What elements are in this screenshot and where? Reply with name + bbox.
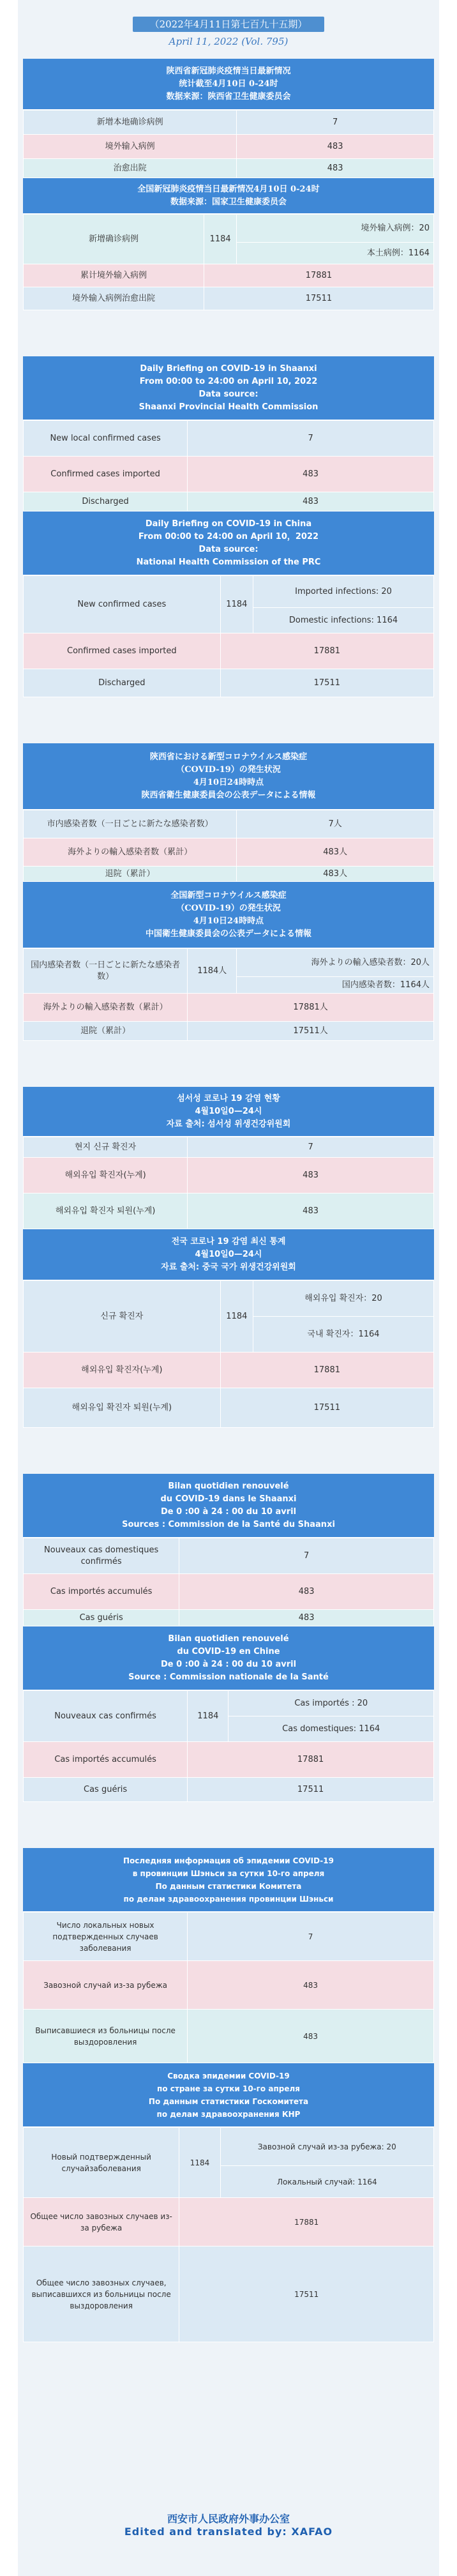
fr-china-section xyxy=(23,1626,434,1802)
section-title: Bilan quotidien renouvelé xyxy=(168,1633,289,1644)
table-row xyxy=(24,1913,434,1961)
domestic-count: 국내 확진자：1164 xyxy=(253,1317,434,1352)
issue-badge: （2022年4月11日第七百九十五期） xyxy=(133,17,324,32)
section-title-2: du COVID-19 en Chine xyxy=(177,1646,280,1656)
table-row xyxy=(24,1022,434,1041)
table-row xyxy=(24,2010,434,2063)
row-value: 483 xyxy=(188,1158,434,1193)
section-title: Daily Briefing on COVID-19 in China xyxy=(145,519,312,529)
row-total: 1184 xyxy=(220,1281,253,1352)
row-label: New local confirmed cases xyxy=(24,421,188,457)
bulletin-page xyxy=(18,0,439,2576)
row-label: 해외유입 확진자 퇴원(누계) xyxy=(24,1193,188,1229)
row-value: 7 xyxy=(179,1538,434,1574)
row-label: Число локальных новых подтвержденных случаев заболевания xyxy=(24,1913,188,1961)
row-label: Новый подтвержденный случайзаболевания xyxy=(24,2128,179,2198)
row-value: 17881 xyxy=(220,1352,433,1388)
data-source: 中国衛生健康委員会の公表データによる情報 xyxy=(145,928,311,939)
row-label: 해외유입 확진자(누계) xyxy=(24,1158,188,1193)
domestic-count: Domestic infections: 1164 xyxy=(253,608,434,633)
ru-china-header xyxy=(23,2063,434,2127)
row-value: 7 xyxy=(237,110,434,135)
row-label: 新增确诊病例 xyxy=(24,215,204,264)
en-china-table xyxy=(23,575,434,697)
table-row xyxy=(24,2198,434,2246)
row-value: 483 xyxy=(188,492,434,511)
row-label: Confirmed cases imported xyxy=(24,457,188,492)
table-row xyxy=(24,633,434,669)
data-source: 陝西省衛生健康委員会の公表データによる情報 xyxy=(141,790,316,800)
section-title-2: （COVID-19）の発生状況 xyxy=(176,764,281,775)
section-subtitle: 4月10日24時時点 xyxy=(193,777,264,787)
zh-china-table xyxy=(23,214,434,310)
fr-shaanxi-section xyxy=(23,1474,434,1626)
row-value: 17511 xyxy=(179,2246,434,2342)
ru-china-table xyxy=(23,2127,434,2342)
row-value: 17881 xyxy=(220,633,433,669)
row-value: 483 xyxy=(237,159,434,178)
data-source-label: По данным статистики Комитета xyxy=(155,1881,302,1891)
section-subtitle: 4월10일0—24시 xyxy=(195,1249,262,1259)
data-source: 数据来源：陕西省卫生健康委员会 xyxy=(166,91,291,102)
row-value: 483 xyxy=(188,457,434,492)
row-value: 17511 xyxy=(220,669,433,697)
row-total: 1184人 xyxy=(188,949,237,994)
table-row xyxy=(24,1388,434,1428)
row-value: 483人 xyxy=(237,867,434,882)
section-title: 陝西省における新型コロナウイルス感染症 xyxy=(149,752,308,762)
data-source: Sources : Commission de la Santé du Shaanxi xyxy=(122,1519,335,1529)
data-source: Shaanxi Provincial Health Commission xyxy=(139,402,318,412)
row-label: 境外输入病例治愈出院 xyxy=(24,287,204,310)
section-title: 陕西省新冠肺炎疫情当日最新情况 xyxy=(166,66,291,76)
row-label: 市内感染者数（一日ごとに新たな感染者数） xyxy=(24,810,237,838)
fr-china-header xyxy=(23,1626,434,1690)
footer xyxy=(18,2511,439,2538)
table-row xyxy=(24,1538,434,1574)
section-title-2: du COVID-19 dans le Shaanxi xyxy=(160,1494,297,1504)
domestic-count: Локальный случай: 1164 xyxy=(220,2166,433,2198)
section-title: 全国新冠肺炎疫情当日最新情况4月10日 0-24时 xyxy=(137,184,320,194)
section-title: 섬서성 코로나 19 감염 현황 xyxy=(177,1093,280,1103)
row-label: 退院（累計） xyxy=(24,867,237,882)
row-value: 17511 xyxy=(204,287,433,310)
section-subtitle: From 00:00 to 24:00 on April 10，2022 xyxy=(138,531,319,542)
section-title: Сводка эпидемии COVID-19 xyxy=(167,2071,290,2080)
data-source-label: По данным статистики Госкомитета xyxy=(148,2096,309,2106)
row-label: 해외유입 확진자(누계) xyxy=(24,1352,221,1388)
row-value: 17881人 xyxy=(188,994,434,1022)
row-label: 退院（累計） xyxy=(24,1022,188,1041)
table-row xyxy=(24,264,434,287)
fr-shaanxi-header xyxy=(23,1474,434,1538)
row-label: Cas importés accumulés xyxy=(24,1742,188,1778)
row-total: 1184 xyxy=(220,576,253,633)
section-subtitle: по стране за сутки 10-го апреля xyxy=(157,2084,300,2093)
zh-shaanxi-table xyxy=(23,110,434,178)
table-row xyxy=(24,1778,434,1802)
table-row xyxy=(24,867,434,882)
section-title: Daily Briefing on COVID-19 in Shaanxi xyxy=(140,363,317,374)
table-row xyxy=(24,1961,434,2010)
domestic-count: Cas domestiques: 1164 xyxy=(228,1716,434,1742)
table-row xyxy=(24,2128,434,2166)
row-total: 1184 xyxy=(179,2128,220,2198)
ko-china-header xyxy=(23,1229,434,1280)
row-value: 17881 xyxy=(179,2198,434,2246)
en-china-section xyxy=(23,511,434,697)
table-row xyxy=(24,810,434,838)
section-subtitle: De 0 :00 à 24 : 00 du 10 avril xyxy=(160,1506,297,1517)
en-shaanxi-section xyxy=(23,356,434,511)
section-title: Последняя информация об эпидемии COVID-19 xyxy=(123,1856,334,1865)
imported-count: 海外よりの輸入感染者数：20人 xyxy=(237,949,434,977)
row-value: 7 xyxy=(188,1137,434,1158)
row-label: Выписавшиеся из больницы после выздоровления xyxy=(24,2010,188,2063)
row-label: Nouveaux cas confirmés xyxy=(24,1691,188,1742)
row-label: Discharged xyxy=(24,492,188,511)
zh-shaanxi-header xyxy=(23,59,434,110)
domestic-count: 本土病例：1164 xyxy=(237,243,434,264)
zh-china-header xyxy=(23,178,434,214)
imported-count: Cas importés : 20 xyxy=(228,1691,434,1716)
imported-count: 境外输入病例：20 xyxy=(237,215,434,243)
ja-china-table xyxy=(23,948,434,1041)
row-label: 해외유입 확진자 퇴원(누계) xyxy=(24,1388,221,1428)
footer-org: 西安市人民政府外事办公室 xyxy=(167,2513,290,2525)
section-title: Bilan quotidien renouvelé xyxy=(168,1481,289,1491)
row-label: 国内感染者数（一日ごとに新たな感染者数） xyxy=(24,949,188,994)
data-source-label: Data source: xyxy=(199,544,258,554)
row-label: Cas guéris xyxy=(24,1778,188,1802)
zh-shaanxi-section xyxy=(23,59,434,178)
data-source: 자료 출처: 중국 국가 위생건강위원회 xyxy=(161,1262,296,1272)
row-value: 7 xyxy=(188,1913,434,1961)
row-value: 483 xyxy=(179,1610,434,1626)
table-row xyxy=(24,421,434,457)
imported-count: Imported infections: 20 xyxy=(253,576,434,608)
row-total: 1184 xyxy=(204,215,236,264)
row-value: 17881 xyxy=(204,264,433,287)
section-title-2: （COVID-19）の発生状況 xyxy=(176,903,281,913)
table-row xyxy=(24,1352,434,1388)
row-value: 17511 xyxy=(220,1388,433,1428)
ja-shaanxi-header xyxy=(23,743,434,810)
issue-date: April 11, 2022 (Vol. 795) xyxy=(169,36,288,47)
row-total: 1184 xyxy=(188,1691,228,1742)
table-row xyxy=(24,1281,434,1317)
row-label: 신규 확진자 xyxy=(24,1281,221,1352)
table-row xyxy=(24,1742,434,1778)
fr-shaanxi-table xyxy=(23,1538,434,1626)
row-label: 累计境外输入病例 xyxy=(24,264,204,287)
table-row xyxy=(24,576,434,608)
section-subtitle: 4월10일0—24시 xyxy=(195,1106,262,1116)
ru-shaanxi-table xyxy=(23,1912,434,2063)
row-label: 治愈出院 xyxy=(24,159,237,178)
table-row xyxy=(24,2246,434,2342)
section-subtitle: 统计截至4月10日 0-24时 xyxy=(179,79,278,89)
row-value: 483 xyxy=(179,1574,434,1610)
data-source: National Health Commission of the PRC xyxy=(136,557,321,567)
table-row xyxy=(24,1193,434,1229)
section-subtitle: в провинции Шэньси за сутки 10-го апреля xyxy=(132,1868,325,1878)
row-label: 境外输入病例 xyxy=(24,135,237,159)
table-row xyxy=(24,110,434,135)
row-label: 현지 신규 확진자 xyxy=(24,1137,188,1158)
row-value: 483 xyxy=(237,135,434,159)
ko-shaanxi-table xyxy=(23,1137,434,1229)
row-label: Nouveaux cas domestiques confirmés xyxy=(24,1538,179,1574)
row-label: Cas importés accumulés xyxy=(24,1574,179,1610)
table-row xyxy=(24,492,434,511)
zh-china-section xyxy=(23,178,434,310)
table-row xyxy=(24,457,434,492)
en-china-header xyxy=(23,511,434,575)
table-row xyxy=(24,135,434,159)
table-row xyxy=(24,669,434,697)
row-value: 483 xyxy=(188,2010,434,2063)
section-title: 전국 코로나 19 감염 최신 통계 xyxy=(171,1236,286,1246)
row-label: Confirmed cases imported xyxy=(24,633,221,669)
row-value: 7 xyxy=(188,421,434,457)
section-title: 全国新型コロナウイルス感染症 xyxy=(170,890,287,900)
row-label: Завозной случай из-за рубежа xyxy=(24,1961,188,2010)
section-subtitle: De 0 :00 à 24 : 00 du 10 avril xyxy=(160,1659,297,1669)
section-subtitle: 4月10日24時時点 xyxy=(193,916,264,926)
row-value: 483人 xyxy=(237,838,434,867)
data-source: 자료 출처: 섬서성 위생건강위원회 xyxy=(166,1119,291,1129)
row-label: Cas guéris xyxy=(24,1610,179,1626)
ru-shaanxi-section xyxy=(23,1848,434,2063)
table-row xyxy=(24,949,434,977)
row-label: Общее число завозных случаев, выписавшихся из больницы после выздоровления xyxy=(24,2246,179,2342)
row-value: 483 xyxy=(188,1193,434,1229)
ko-china-section xyxy=(23,1229,434,1428)
ru-china-section xyxy=(23,2063,434,2342)
imported-count: Завозной случай из-за рубежа: 20 xyxy=(220,2128,433,2166)
row-value: 17511人 xyxy=(188,1022,434,1041)
data-source-label: Data source: xyxy=(199,389,258,399)
ko-shaanxi-header xyxy=(23,1087,434,1137)
ja-shaanxi-table xyxy=(23,810,434,882)
row-label: Discharged xyxy=(24,669,221,697)
table-row xyxy=(24,159,434,178)
table-row xyxy=(24,1574,434,1610)
ja-china-section xyxy=(23,882,434,1041)
row-value: 17881 xyxy=(188,1742,434,1778)
row-value: 483 xyxy=(188,1961,434,2010)
data-source: по делам здравоохранения КНР xyxy=(156,2109,301,2119)
en-shaanxi-header xyxy=(23,356,434,420)
table-row xyxy=(24,838,434,867)
row-value: 7人 xyxy=(237,810,434,838)
data-source: 数据来源：国家卫生健康委员会 xyxy=(170,197,287,207)
row-label: 海外よりの輸入感染者数（累計） xyxy=(24,994,188,1022)
table-row xyxy=(24,1137,434,1158)
row-label: 新增本地确诊病例 xyxy=(24,110,237,135)
ru-shaanxi-header xyxy=(23,1848,434,1912)
ko-china-table xyxy=(23,1280,434,1428)
table-row xyxy=(24,994,434,1022)
section-subtitle: From 00:00 to 24:00 on April 10, 2022 xyxy=(139,376,318,386)
footer-credit: Edited and translated by: XAFAO xyxy=(124,2526,333,2538)
table-row xyxy=(24,1691,434,1716)
table-row xyxy=(24,287,434,310)
en-shaanxi-table xyxy=(23,420,434,511)
fr-china-table xyxy=(23,1690,434,1802)
ja-china-header xyxy=(23,882,434,948)
table-row xyxy=(24,1158,434,1193)
ja-shaanxi-section xyxy=(23,743,434,882)
imported-count: 해외유입 확진자：20 xyxy=(253,1281,434,1317)
row-value: 17511 xyxy=(188,1778,434,1802)
table-row xyxy=(24,1610,434,1626)
row-label: 海外よりの輸入感染者数（累計） xyxy=(24,838,237,867)
table-row xyxy=(24,215,434,243)
row-label: New confirmed cases xyxy=(24,576,221,633)
row-label: Общее число завозных случаев из-за рубежа xyxy=(24,2198,179,2246)
data-source: Source : Commission nationale de la Santé xyxy=(128,1672,329,1682)
ko-shaanxi-section xyxy=(23,1087,434,1229)
domestic-count: 国内感染者数：1164人 xyxy=(237,977,434,994)
data-source: по делам здравоохранения провинции Шэньси xyxy=(123,1894,334,1904)
